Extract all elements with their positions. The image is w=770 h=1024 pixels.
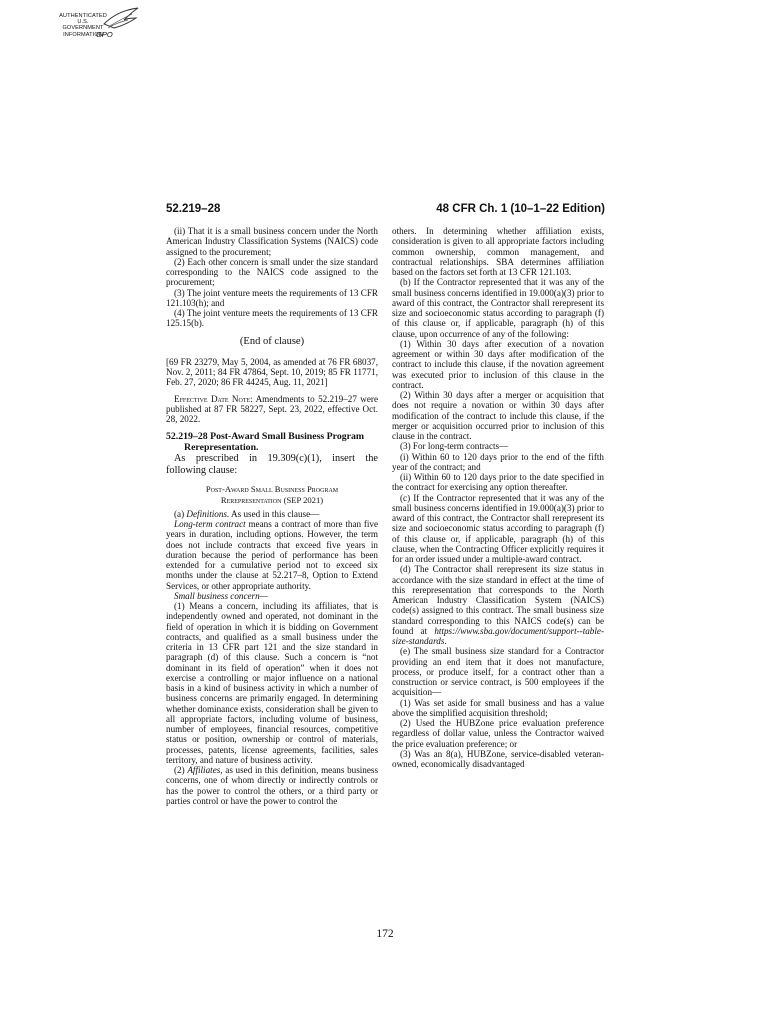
paragraph-d-text: (d) The Contractor shall rerepresent its size status in accordance with the size standard in effect at the time of this rerepresentation that corresponds to the North American Industry Classification System (NAICS) code(s) assigned to this contract. The small business size standard corresponding to this NAICS code(s) can be found at (392, 564, 604, 636)
affiliates-prefix: (2) (174, 765, 188, 776)
paragraph: (ii) Within 60 to 120 days prior to the date specified in the contract for exercising any option thereafter. (392, 472, 604, 493)
long-term-contract-definition (166, 519, 378, 591)
section-header: 52.219–28 (166, 203, 221, 215)
affiliates-term: Affiliates, (187, 765, 223, 776)
paragraph: (1) Within 30 days after execution of a novation agreement or within 30 days after modification of the contract to include this clause, if the novation agreement was executed prior to inclusion of this clause in the contract. (392, 338, 604, 390)
paragraph: (4) The joint venture meets the requirements of 13 CFR 125.15(b). (166, 308, 378, 329)
paragraph-d-end: . (444, 636, 447, 646)
clause-title-line-2: Rerepresentation (SEP 2021) (220, 494, 324, 505)
paragraph: (e) The small business size standard for a Contractor providing an end item that it does not manufacture, process, or produce itself, for a contract other than a construction or service contract, is 500 employees if the acquisition— (392, 646, 604, 698)
small-business-label (166, 591, 378, 601)
logo-line-1: AUTHENTICATED (59, 13, 107, 19)
affiliates-text: as used in this definition, means business concerns, one of whom directly or indirectly controls or has the power to control the others, or a third party or parties control or have the power to control the (166, 765, 379, 806)
paragraph: (2) Each other concern is small under the size standard corresponding to the NAICS code assigned to the procurement; (166, 256, 378, 288)
paragraph: (1) Was set aside for small business and has a value above the simplified acquisition threshold; (392, 697, 604, 718)
paragraph: (c) If the Contractor represented that it was any of the small business concerns identified in 19.000(a)(3) prior to award of this contract, the Contractor shall rerepresent its size and socioeconomic status according to paragraph (f) of this clause or, if applicable, paragraph (h) of this clause, when the Contracting Officer explicitly requires it for an order issued under a multiple-award contract. (392, 492, 604, 564)
definitions-paragraph (166, 509, 378, 519)
definitions-prefix: (a) (174, 508, 187, 519)
definitions-label: Definitions. (186, 508, 230, 519)
paragraph: (2) Within 30 days after a merger or acquisition that does not require a novation or within 30 days after modification of the contract to include this clause, if the merger or acquisition occurred prior to inclusion of this clause in the contract. (392, 390, 604, 441)
effective-date-note (166, 394, 378, 425)
logo-gpo: GPO (96, 30, 113, 39)
paragraph: (2) Used the HUBZone price evaluation preference regardless of dollar value, unless the Contractor waived the price evaluation preference; or (392, 718, 604, 749)
paragraph: others. In determining whether affiliation exists, consideration is given to all appropriate factors including common ownership, common management, and contractual relationships. SBA determines affiliation based on the factors set forth at 13 CFR 121.103. (392, 226, 604, 277)
clause-title-line-1: Post-Award Small Business Program (205, 484, 339, 495)
logo-line-3: INFORMATION (63, 31, 103, 38)
right-column (392, 226, 604, 769)
section-title: Post-Award Small Business Program Rerepresentation. (184, 431, 365, 453)
citation: [69 FR 23279, May 5, 2004, as amended at 76 FR 68037, Nov. 2, 2011; 84 FR 47864, Sept. 10, 2019; 85 FR 11771, Feb. 27, 2020; 86 FR 44245, Aug. 11, 2021] (166, 356, 378, 388)
logo-line-2: U.S. GOVERNMENT (62, 19, 104, 32)
long-term-text: means a contract of more than five years in duration, including options. However, the term does not include contracts that exceed five years in duration because the period of performance has been extended for a cumulative period not to exceed six months under the clause at 52.217–8, Option to Extend Services, or other appropriate authority. (166, 519, 379, 591)
end-of-clause: (End of clause) (239, 335, 305, 347)
paragraph: (i) Within 60 to 120 days prior to the end of the fifth year of the contract; and (392, 451, 604, 472)
section-heading (166, 432, 378, 453)
section-number: 52.219–28 (166, 431, 208, 443)
note-label: Effective Date Note: (174, 393, 253, 404)
paragraph: (b) If the Contractor represented that it was any of the small business concerns identified in 19.000(a)(3) prior to award of this contract, the Contractor shall rerepresent its size and socioeconomic status according to paragraph (f) of this clause or, if applicable, paragraph (h) of this clause, upon occurrence of any of the following: (392, 277, 604, 339)
title-header: 48 CFR Ch. 1 (10–1–22 Edition) (436, 203, 605, 215)
gpo-authentication-logo (50, 6, 150, 42)
small-business-term: Small business concern— (174, 590, 268, 601)
note-text: Amendments to 52.219–27 were published at 87 FR 58227, Sept. 23, 2022, effective Oct. 28, 2022. (166, 393, 379, 424)
affiliates-paragraph (166, 765, 378, 806)
left-column (166, 226, 378, 806)
sba-size-standards-link[interactable]: https://www.sba.gov/document/support--table-size-standards (392, 625, 604, 646)
paragraph: (3) Was an 8(a), HUBZone, service-disabled veteran-owned, economically disadvantaged (392, 748, 604, 769)
paragraph: (3) For long-term contracts— (400, 441, 509, 452)
paragraph: (1) Means a concern, including its affiliates, that is independently owned and operated, not dominant in the field of operation in which it is bidding on Government contracts, and qualified as a small business under the criteria in 13 CFR part 121 and the size standard in paragraph (d) of this clause. Such a concern is “not dominant in its field of operation” when it does not exercise a controlling or major influence on a national basis in a kind of business activity in which a number of business concerns are primarily engaged. In determining whether dominance exists, consideration shall be given to all appropriate factors, including volume of business, number of employees, financial resources, competitive status or position, ownership or control of materials, processes, patents, license agreements, facilities, sales territory, and nature of business activity. (166, 601, 378, 765)
page-number: 172 (376, 928, 394, 940)
definitions-text: As used in this clause— (229, 508, 320, 519)
paragraph: (3) The joint venture meets the requirements of 13 CFR 121.103(h); and (166, 287, 378, 308)
paragraph-d (392, 564, 604, 646)
paragraph: (ii) That it is a small business concern under the North American Industry Classification Systems (NAICS) code assigned to the procurement; (166, 226, 378, 257)
prescribed-text: As prescribed in 19.309(c)(1), insert the following clause: (166, 453, 378, 476)
clause-title (166, 484, 378, 505)
long-term-term: Long-term contract (174, 519, 246, 530)
